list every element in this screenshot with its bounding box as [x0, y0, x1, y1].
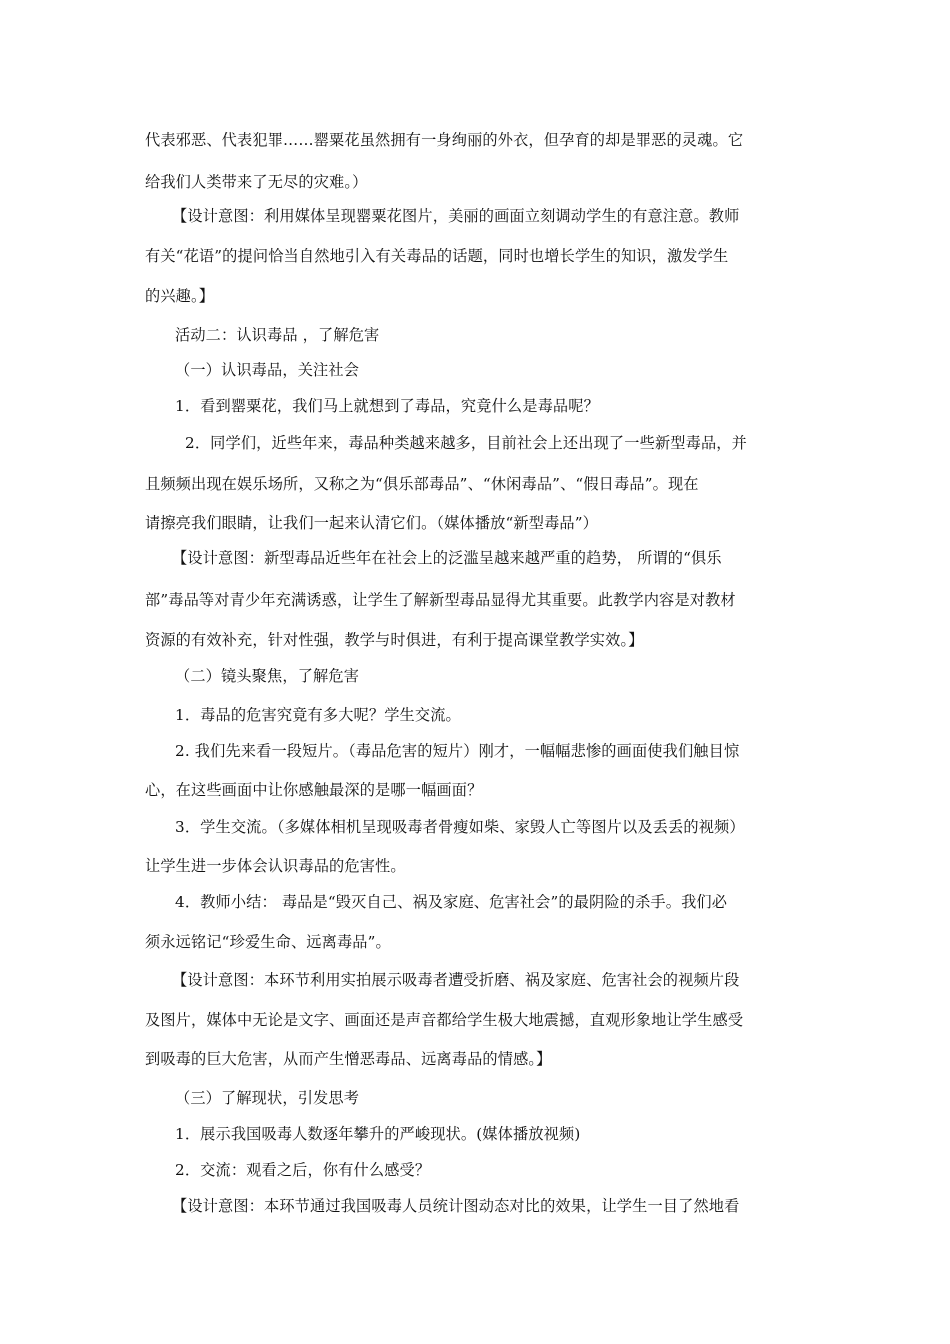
list-item: 2．同学们，近些年来，毒品种类越来越多，目前社会上还出现了一些新型毒品，并	[185, 434, 747, 452]
paragraph-line: 给我们人类带来了无尽的灾难。）	[145, 173, 368, 191]
section-heading: 活动二：认识毒品 ，了解危害	[175, 326, 380, 344]
design-intent-line: 的兴趣。】	[145, 287, 215, 305]
design-intent-line: 【设计意图：本环节通过我国吸毒人员统计图动态对比的效果，让学生一目了然地看	[172, 1197, 740, 1215]
design-intent-line: 【设计意图：本环节利用实拍展示吸毒者遭受折磨、祸及家庭、危害社会的视频片段	[172, 971, 740, 989]
design-intent-line: 【设计意图：利用媒体呈现罂粟花图片，美丽的画面立刻调动学生的有意注意。教师	[172, 207, 740, 225]
subsection-heading: （二）镜头聚焦，了解危害	[175, 667, 360, 685]
paragraph-line: 心，在这些画面中让你感触最深的是哪一幅画面？	[145, 781, 483, 799]
list-item: 2．交流：观看之后，你有什么感受？	[175, 1161, 431, 1179]
paragraph-line: 请擦亮我们眼睛，让我们一起来认清它们。（媒体播放“新型毒品”）	[145, 514, 599, 532]
subsection-heading: （一）认识毒品，关注社会	[175, 361, 360, 379]
list-item: 1．展示我国吸毒人数逐年攀升的严峻现状。(媒体播放视频)	[175, 1125, 581, 1143]
design-intent-line: 【设计意图：新型毒品近些年在社会上的泛滥呈越来越严重的趋势， 所谓的“俱乐	[172, 549, 722, 567]
design-intent-line: 及图片，媒体中无论是文字、画面还是声音都给学生极大地震撼，直观形象地让学生感受	[145, 1011, 744, 1029]
design-intent-line: 有关“花语”的提问恰当自然地引入有关毒品的话题，同时也增长学生的知识，激发学生	[145, 247, 729, 265]
list-item: 1．毒品的危害究竟有多大呢？学生交流。	[175, 706, 461, 724]
paragraph-line: 且频频出现在娱乐场所，又称之为“俱乐部毒品”、“休闲毒品”、“假日毒品”。现在	[145, 475, 699, 493]
design-intent-line: 资源的有效补充，针对性强，教学与时俱进，有利于提高课堂教学实效。】	[145, 631, 644, 649]
list-item: 1．看到罂粟花，我们马上就想到了毒品，究竟什么是毒品呢？	[175, 397, 599, 415]
paragraph-line: 须永远铭记“珍爱生命、远离毒品”。	[145, 933, 391, 951]
paragraph-line: 代表邪恶、代表犯罪……罂粟花虽然拥有一身绚丽的外衣，但孕育的却是罪恶的灵魂。它	[145, 131, 744, 149]
subsection-heading: （三）了解现状，引发思考	[175, 1089, 360, 1107]
list-item: 4．教师小结： 毒品是“毁灭自己、祸及家庭、危害社会”的最阴险的杀手。我们必	[175, 893, 728, 911]
design-intent-line: 部”毒品等对青少年充满诱惑，让学生了解新型毒品显得尤其重要。此教学内容是对教材	[145, 591, 736, 609]
list-item: 2. 我们先来看一段短片。（毒品危害的短片）刚才，一幅幅悲惨的画面使我们触目惊	[175, 742, 740, 760]
list-item: 3．学生交流。（多媒体相机呈现吸毒者骨瘦如柴、家毁人亡等图片以及丢丢的视频）	[175, 818, 745, 836]
paragraph-line: 让学生进一步体会认识毒品的危害性。	[145, 857, 406, 875]
design-intent-line: 到吸毒的巨大危害，从而产生憎恶毒品、远离毒品的情感。】	[145, 1050, 552, 1068]
